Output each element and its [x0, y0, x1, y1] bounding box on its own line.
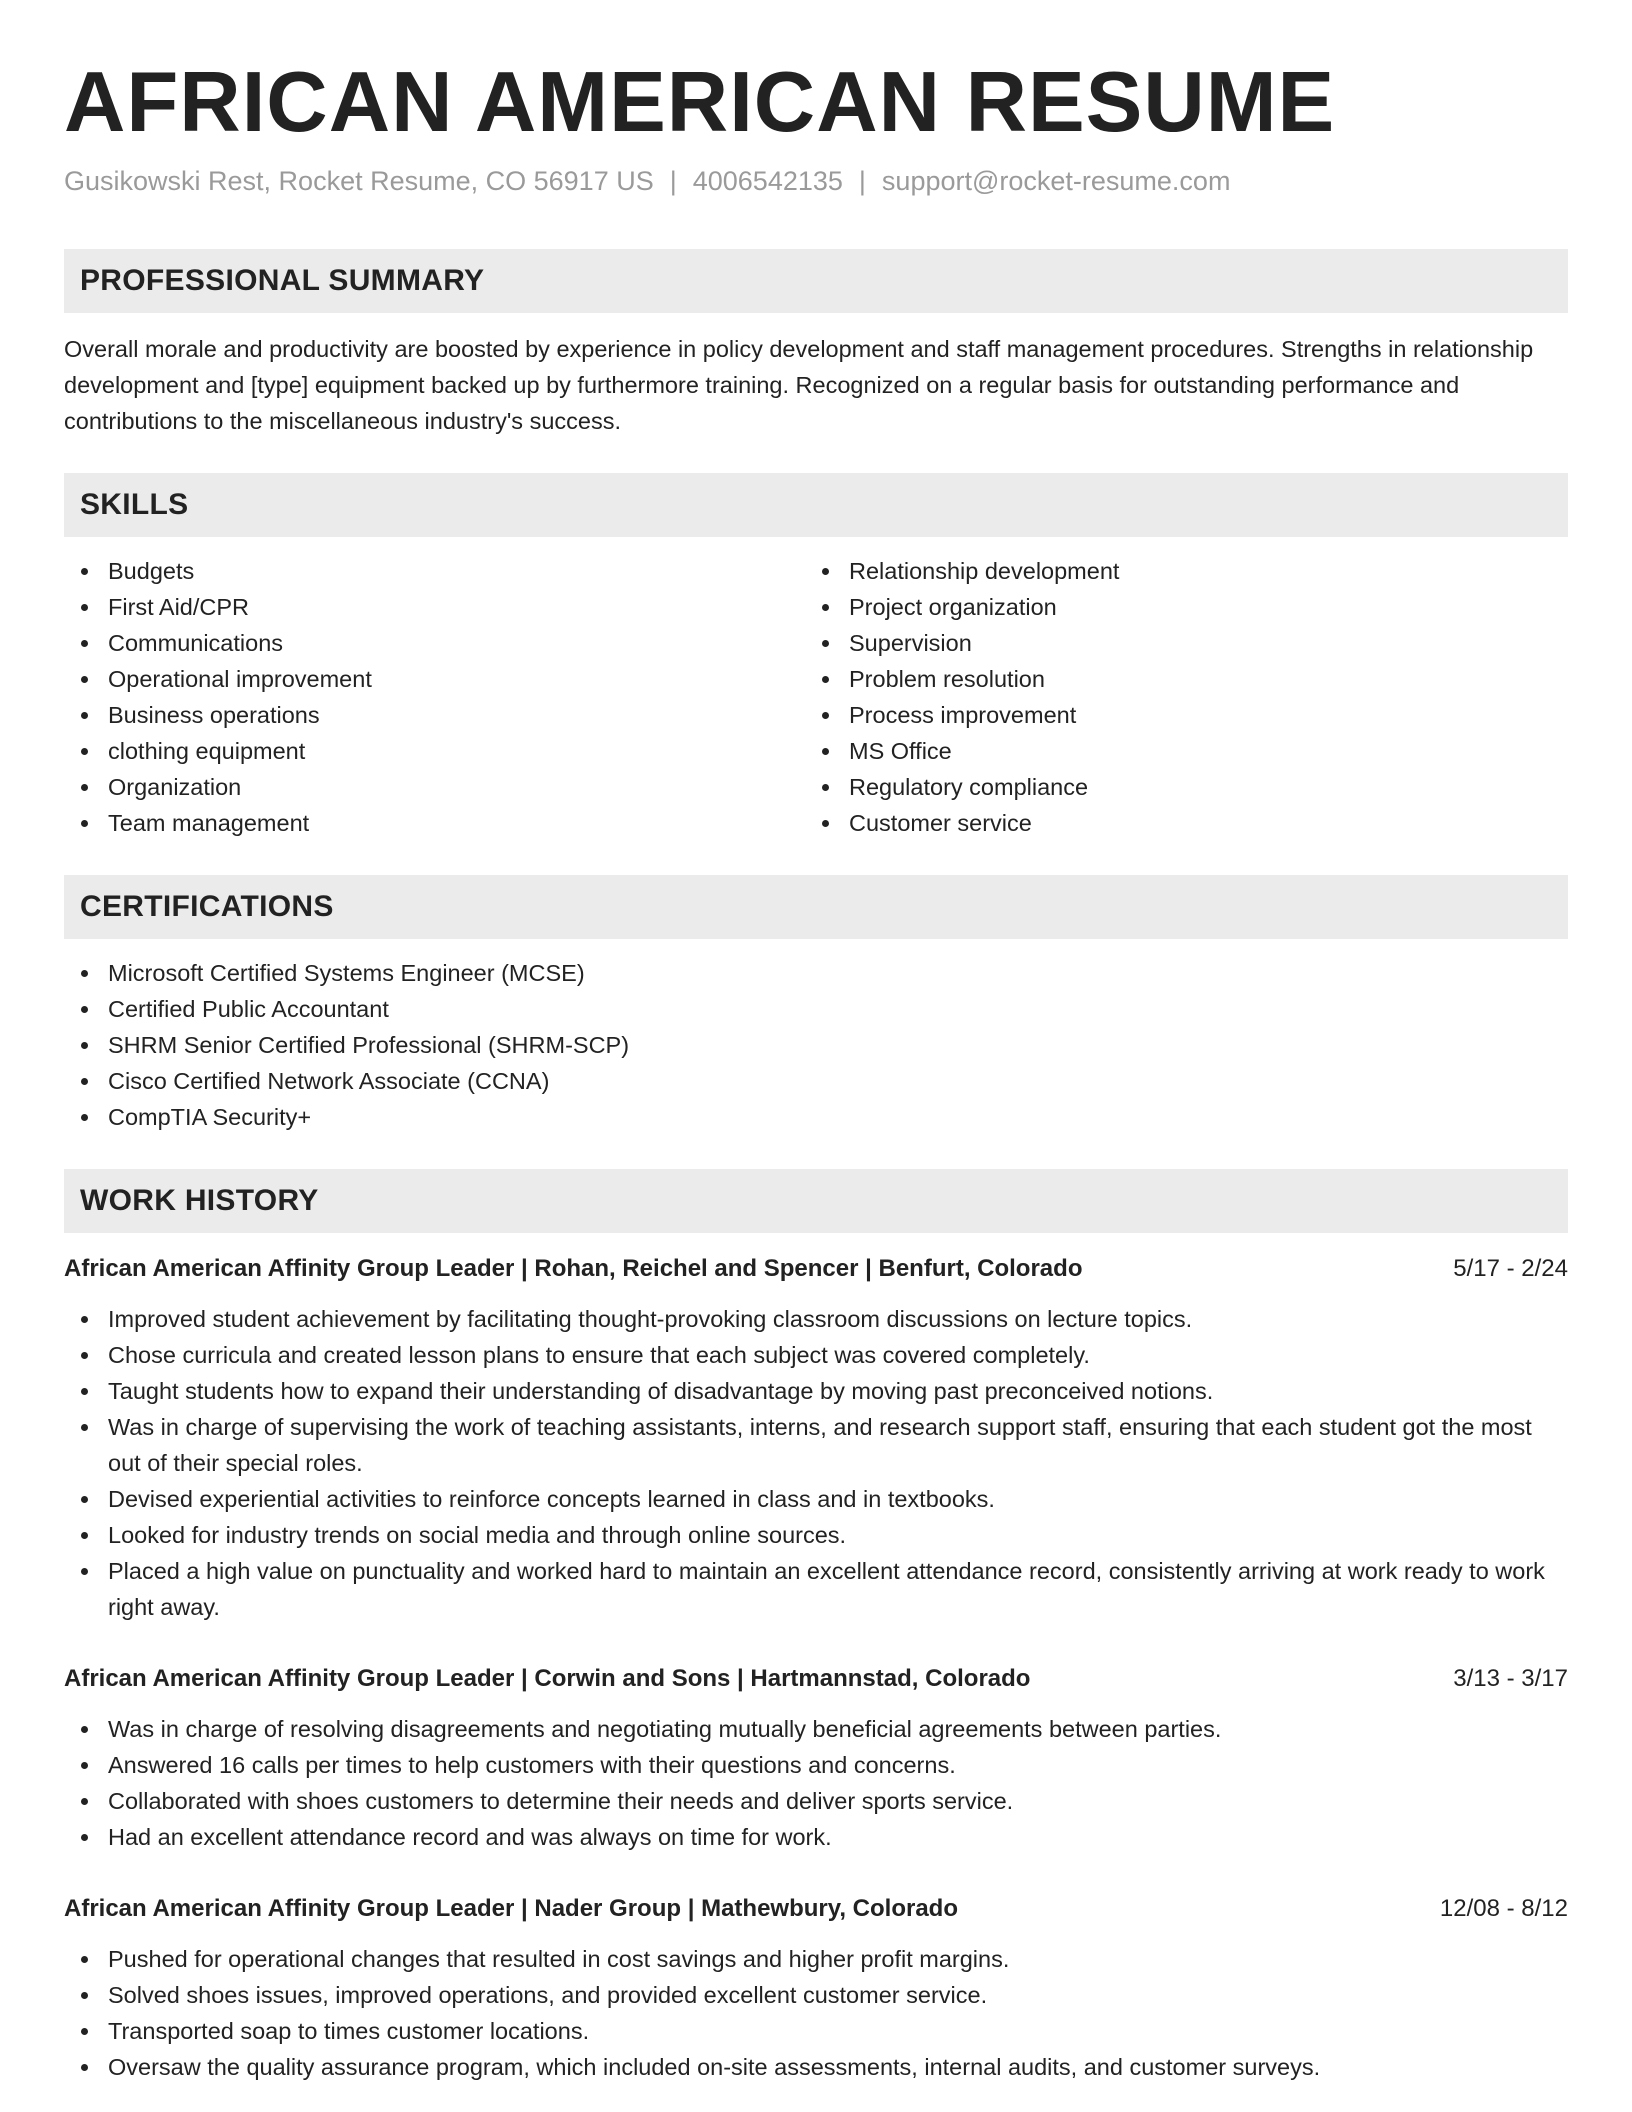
job-header — [64, 1891, 1568, 1927]
list-item: Process improvement — [805, 697, 1546, 733]
skills-heading: SKILLS — [80, 487, 189, 521]
job-duties-list — [64, 1711, 1568, 1855]
list-item: Problem resolution — [805, 661, 1546, 697]
certifications-list — [64, 955, 1568, 1135]
list-item: Operational improvement — [64, 661, 805, 697]
contact-separator: | — [669, 165, 677, 196]
list-item: Transported soap to times customer locations. — [64, 2013, 1568, 2049]
certifications-section-header — [64, 875, 1568, 939]
list-item: Had an excellent attendance record and was always on time for work. — [64, 1819, 1568, 1855]
job-duties-list — [64, 1301, 1568, 1625]
job-entry — [64, 1661, 1568, 1855]
list-item: Cisco Certified Network Associate (CCNA) — [64, 1063, 1568, 1099]
list-item: Certified Public Accountant — [64, 991, 1568, 1027]
job-title: African American Affinity Group Leader | Rohan, Reichel and Spencer | Benfurt, Colorado — [64, 1254, 1083, 1282]
list-item: Taught students how to expand their understanding of disadvantage by moving past preconceived notions. — [64, 1373, 1568, 1409]
contact-separator: | — [858, 165, 866, 196]
list-item: Team management — [64, 805, 805, 841]
list-item: Was in charge of resolving disagreements and negotiating mutually beneficial agreements between parties. — [64, 1711, 1568, 1747]
job-title: African American Affinity Group Leader | Nader Group | Mathewbury, Colorado — [64, 1894, 958, 1922]
job-duties-list — [64, 1941, 1568, 2085]
list-item: Relationship development — [805, 553, 1546, 589]
summary-text: Overall morale and productivity are boosted by experience in policy development and staff management procedures. Strengths in relationship development and [type] equipment backed up by furthermore training. Recognized on a regular basis for outstanding performance and contributions to the miscellaneous industry's success. — [64, 335, 1534, 434]
list-item: Budgets — [64, 553, 805, 589]
summary-section-header — [64, 249, 1568, 313]
list-item: Pushed for operational changes that resulted in cost savings and higher profit margins. — [64, 1941, 1568, 1977]
list-item: Looked for industry trends on social media and through online sources. — [64, 1517, 1568, 1553]
list-item: Customer service — [805, 805, 1546, 841]
list-item: Improved student achievement by facilitating thought-provoking classroom discussions on lecture topics. — [64, 1301, 1568, 1337]
contact-email: support@rocket-resume.com — [881, 165, 1231, 196]
certifications-heading: CERTIFICATIONS — [80, 889, 334, 923]
list-item: Communications — [64, 625, 805, 661]
job-header — [64, 1251, 1568, 1287]
job-dates: 12/08 - 8/12 — [1439, 1894, 1568, 1922]
list-item: Collaborated with shoes customers to determine their needs and deliver sports service. — [64, 1783, 1568, 1819]
list-item: Microsoft Certified Systems Engineer (MCSE) — [64, 955, 1568, 991]
resume-name: AFRICAN AMERICAN RESUME — [64, 55, 1336, 150]
contact-phone: 4006542135 — [692, 165, 843, 196]
job-dates: 3/13 - 3/17 — [1453, 1664, 1568, 1692]
list-item: Project organization — [805, 589, 1546, 625]
list-item: Oversaw the quality assurance program, which included on-site assessments, internal audits, and customer surveys. — [64, 2049, 1568, 2085]
work-history-heading: WORK HISTORY — [80, 1183, 319, 1217]
list-item: Supervision — [805, 625, 1546, 661]
list-item: Placed a high value on punctuality and worked hard to maintain an excellent attendance record, consistently arriving at work ready to work right away. — [64, 1553, 1568, 1625]
work-history-section-header — [64, 1169, 1568, 1233]
job-entry — [64, 1251, 1568, 1625]
list-item: Devised experiential activities to reinforce concepts learned in class and in textbooks. — [64, 1481, 1568, 1517]
job-entry — [64, 1891, 1568, 2085]
list-item: Solved shoes issues, improved operations, and provided excellent customer service. — [64, 1977, 1568, 2013]
list-item: Chose curricula and created lesson plans to ensure that each subject was covered completely. — [64, 1337, 1568, 1373]
list-item: First Aid/CPR — [64, 589, 805, 625]
list-item: Organization — [64, 769, 805, 805]
list-item: clothing equipment — [64, 733, 805, 769]
job-header — [64, 1661, 1568, 1697]
skills-list-left — [64, 553, 805, 841]
list-item: Answered 16 calls per times to help customers with their questions and concerns. — [64, 1747, 1568, 1783]
job-title: African American Affinity Group Leader | Corwin and Sons | Hartmannstad, Colorado — [64, 1664, 1031, 1692]
list-item: Business operations — [64, 697, 805, 733]
list-item: CompTIA Security+ — [64, 1099, 1568, 1135]
contact-address: Gusikowski Rest, Rocket Resume, CO 56917 US — [64, 165, 654, 196]
summary-heading: PROFESSIONAL SUMMARY — [80, 263, 485, 297]
skills-list-right — [805, 553, 1546, 841]
skills-grid — [64, 553, 1568, 841]
work-history-list — [64, 1251, 1568, 2085]
skills-section-header — [64, 473, 1568, 537]
list-item: SHRM Senior Certified Professional (SHRM-SCP) — [64, 1027, 1568, 1063]
contact-line — [64, 164, 1568, 199]
list-item: Regulatory compliance — [805, 769, 1546, 805]
list-item: MS Office — [805, 733, 1546, 769]
job-dates: 5/17 - 2/24 — [1453, 1254, 1568, 1282]
list-item: Was in charge of supervising the work of teaching assistants, interns, and research support staff, ensuring that each student got the most out of their special roles. — [64, 1409, 1568, 1481]
